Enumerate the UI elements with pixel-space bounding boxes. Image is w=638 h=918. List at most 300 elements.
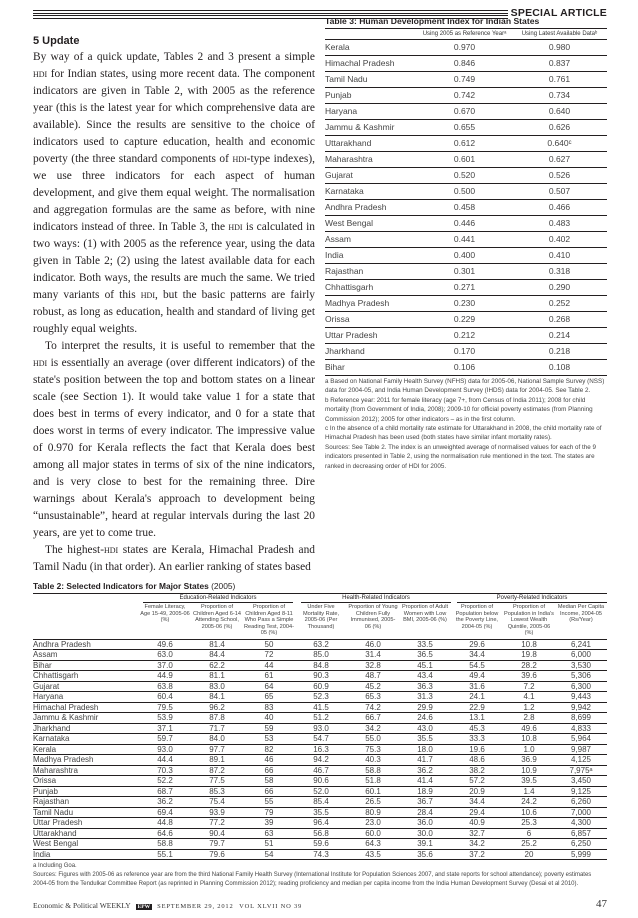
indicator-value: 66 xyxy=(264,786,274,796)
state-name: Punjab xyxy=(325,90,352,100)
footer-publication xyxy=(33,901,302,910)
state-name: West Bengal xyxy=(325,218,374,228)
table-row xyxy=(325,200,607,216)
indicator-value: 37.0 xyxy=(157,660,173,670)
table-title xyxy=(33,581,607,593)
hdi-value: 0.402 xyxy=(548,234,571,244)
table-row xyxy=(325,88,607,104)
indicator-value: 5,964 xyxy=(570,734,592,744)
hdi-value: 0.980 xyxy=(548,42,571,52)
hdi-value: 0.483 xyxy=(548,218,571,228)
page-number: 47 xyxy=(596,898,607,910)
indicator-value: 40.3 xyxy=(365,755,381,765)
hdi-value: 0.526 xyxy=(548,170,571,180)
footnote: c In the absence of a child mortality rate estimate for Uttarakhand in 2008, the child mortality rate of Himachal Pradesh has been used (both states have similar infant mortality rates). xyxy=(325,425,602,442)
indicator-value: 4,300 xyxy=(570,818,592,828)
indicator-value: 90.4 xyxy=(209,828,225,838)
indicator-value: 50 xyxy=(264,639,274,649)
indicator-value: 6,300 xyxy=(570,681,592,691)
column-header: Using Latest Available Dataᵇ xyxy=(521,31,598,37)
table-title-year: (2005) xyxy=(211,581,236,591)
state-name: Chhattisgarh xyxy=(33,671,79,681)
state-name: Assam xyxy=(325,234,351,244)
indicator-value: 41.7 xyxy=(417,755,433,765)
indicator-value: 37.1 xyxy=(157,723,173,733)
table-row xyxy=(33,703,607,714)
indicator-value: 4.1 xyxy=(523,692,535,702)
indicator-value: 93.0 xyxy=(313,723,329,733)
indicator-value: 7.2 xyxy=(523,681,535,691)
state-name: Jammu & Kashmir xyxy=(325,122,395,132)
state-name: Jammu & Kashmir xyxy=(33,713,99,723)
indicator-value: 89.1 xyxy=(209,755,225,765)
hdi-value: 0.627 xyxy=(548,154,571,164)
column-header: Proportion of Population in India's Lowest Wealth Quintile, 2005-06 (%) xyxy=(504,604,554,637)
column-header: Using 2005 as Reference Yearᵃ xyxy=(422,31,507,37)
indicator-value: 9,987 xyxy=(570,744,592,754)
state-name: West Bengal xyxy=(33,839,79,849)
state-name: Karnataka xyxy=(325,186,364,196)
indicator-value: 56.8 xyxy=(313,828,329,838)
indicator-value: 13.1 xyxy=(469,713,485,723)
table-row xyxy=(325,216,607,232)
hdi-value: 0.230 xyxy=(453,298,476,308)
indicator-value: 51.8 xyxy=(365,776,381,786)
indicator-value: 58 xyxy=(264,776,274,786)
table-row xyxy=(33,682,607,693)
indicator-value: 39 xyxy=(264,818,274,828)
indicator-value: 38.2 xyxy=(469,765,485,775)
state-name: Bihar xyxy=(33,660,52,670)
table-row xyxy=(33,671,607,682)
indicator-value: 90.3 xyxy=(313,671,329,681)
state-name: Madhya Pradesh xyxy=(33,755,94,765)
indicator-value: 90.6 xyxy=(313,776,329,786)
indicator-value: 66 xyxy=(264,765,274,775)
column-header: Median Per Capita Income, 2004-05 (Rs/Year) xyxy=(557,604,605,624)
sources-note: Sources: See Table 2. The index is an unweighted average of normalised values for each of the 9 indicators presented in Table 2, using the normalisation rule mentioned in the text. The states are ranked in decreasing order of HDI for 2005. xyxy=(325,443,597,470)
hdi-value: 0.446 xyxy=(453,218,476,228)
indicator-value: 33.3 xyxy=(469,734,485,744)
table-notes xyxy=(325,377,607,471)
table-row xyxy=(33,818,607,829)
indicator-value: 74.3 xyxy=(313,849,329,859)
indicator-value: 64 xyxy=(264,681,274,691)
indicator-value: 55 xyxy=(264,797,274,807)
hdi-value: 0.170 xyxy=(453,346,476,356)
hdi-value: 0.466 xyxy=(548,202,571,212)
indicator-value: 18.9 xyxy=(417,786,433,796)
hdi-value: 0.218 xyxy=(548,346,571,356)
state-name: Haryana xyxy=(33,692,64,702)
indicator-value: 41.5 xyxy=(313,702,329,712)
indicator-value: 41.4 xyxy=(417,776,433,786)
footnote: a Including Goa. xyxy=(33,863,77,870)
indicator-value: 29.4 xyxy=(469,807,485,817)
indicator-value: 2.8 xyxy=(523,713,535,723)
state-name: Kerala xyxy=(325,42,350,52)
indicator-value: 53.9 xyxy=(157,713,173,723)
indicator-value: 32.8 xyxy=(365,660,381,670)
indicator-value: 29.6 xyxy=(469,639,485,649)
hdi-value: 0.612 xyxy=(453,138,476,148)
indicator-value: 25.2 xyxy=(521,839,537,849)
indicator-value: 7,975ᵃ xyxy=(569,765,593,775)
indicator-value: 5,306 xyxy=(570,671,592,681)
issue-date: SEPTEMBER 29, 2012 xyxy=(157,903,234,910)
paragraph: By way of a quick update, Tables 2 and 3 present a simple hdi for Indian states, using more recent data. The component indicators are given in Table 2, with 2005 as the reference year (this is the latest year for which comprehensive data are available). Since the results are sensitive to the choice of indicators used to capture education, health and economic poverty (the three standard components of hdi-type indexes), we use three indicators for each aspect of human development, and give them equal weight. The normalisation and aggregation formulas are the same as before, with nine indicators instead of three. In Table 3, the hdi is calculated in two ways: (1) with 2005 as the reference year, using the data given in Table 2; (2) using the latest available data for each indicator. Both ways, the results are much the same. We tried many variants of this hdi, but the basic patterns are fairly robust, as long as education, health and standard of living get roughly equal weights. xyxy=(33,51,316,335)
indicator-value: 59 xyxy=(264,723,274,733)
indicator-value: 65 xyxy=(264,692,274,702)
indicator-value: 80.9 xyxy=(365,807,381,817)
state-name: Jharkhand xyxy=(325,346,365,356)
indicator-value: 35.5 xyxy=(313,807,329,817)
group-header: Poverty-Related Indicators xyxy=(457,594,607,603)
table-title-text: Table 2: Selected Indicators for Major States xyxy=(33,581,209,591)
indicator-value: 63.0 xyxy=(157,650,173,660)
indicator-value: 36.2 xyxy=(417,765,433,775)
indicator-value: 48.6 xyxy=(469,755,485,765)
indicator-value: 6,000 xyxy=(570,650,592,660)
footnote: a Based on National Family Health Survey (NFHS) data for 2005-06, National Sample Survey (NSS) data for 2004-05, and India Human Development Survey (IHDS) data for 2004-05. See Table 2. xyxy=(325,378,605,395)
indicator-value: 46 xyxy=(264,755,274,765)
indicator-value: 55.1 xyxy=(157,849,173,859)
table-row xyxy=(325,56,607,72)
column-groups xyxy=(33,593,607,603)
indicator-value: 66.7 xyxy=(365,713,381,723)
indicator-value: 44.9 xyxy=(157,671,173,681)
table-2-indicators xyxy=(33,581,607,889)
indicator-value: 85.4 xyxy=(313,797,329,807)
table-row xyxy=(325,344,607,360)
indicator-value: 49.4 xyxy=(469,671,485,681)
table-row xyxy=(325,104,607,120)
hdi-value: 0.106 xyxy=(453,362,476,372)
state-name: Tamil Nadu xyxy=(33,807,74,817)
paragraph: The highest-hdi states are Kerala, Himachal Pradesh and Tamil Nadu (in that order). An earlier ranking of states based xyxy=(33,544,315,573)
state-name: Tamil Nadu xyxy=(325,74,368,84)
state-name: Rajasthan xyxy=(33,797,70,807)
indicator-value: 93.0 xyxy=(157,744,173,754)
hdi-value: 0.271 xyxy=(453,282,476,292)
state-name: Madhya Pradesh xyxy=(325,298,390,308)
indicator-value: 31.6 xyxy=(469,681,485,691)
indicator-value: 59.7 xyxy=(157,734,173,744)
indicator-value: 77.2 xyxy=(209,818,225,828)
indicator-value: 10.9 xyxy=(521,765,537,775)
indicator-value: 51.2 xyxy=(313,713,329,723)
state-name: Orissa xyxy=(33,776,57,786)
hdi-value: 0.212 xyxy=(453,330,476,340)
table-row xyxy=(325,280,607,296)
indicator-value: 54.7 xyxy=(313,734,329,744)
state-name: Assam xyxy=(33,650,58,660)
indicator-value: 8,699 xyxy=(570,713,592,723)
table-row xyxy=(325,168,607,184)
table-row xyxy=(33,640,607,651)
indicator-value: 37.2 xyxy=(469,849,485,859)
indicator-value: 68.7 xyxy=(157,786,173,796)
indicator-value: 84.0 xyxy=(209,734,225,744)
indicator-value: 61 xyxy=(264,671,274,681)
indicator-value: 39.6 xyxy=(521,671,537,681)
table-row xyxy=(33,829,607,840)
column-header: Proportion of Adult Women with Low BMI, 2005-06 (%) xyxy=(401,604,449,624)
indicator-value: 43.0 xyxy=(417,723,433,733)
indicator-value: 79 xyxy=(264,807,274,817)
column-header: Female Literacy, Age 15-49, 2005-06 (%) xyxy=(140,604,190,624)
indicator-value: 64.6 xyxy=(157,828,173,838)
table-row xyxy=(33,734,607,745)
indicator-value: 1.0 xyxy=(523,744,535,754)
table-row xyxy=(325,264,607,280)
indicator-value: 60.9 xyxy=(313,681,329,691)
indicator-value: 5,999 xyxy=(570,849,592,859)
table-row xyxy=(325,360,607,376)
hdi-value: 0.108 xyxy=(548,362,571,372)
state-name: Maharashtra xyxy=(325,154,373,164)
state-name: Uttar Pradesh xyxy=(33,818,83,828)
hdi-value: 0.761 xyxy=(548,74,571,84)
state-name: Himachal Pradesh xyxy=(33,702,99,712)
hdi-value: 0.837 xyxy=(548,58,571,68)
indicator-value: 87.8 xyxy=(209,713,225,723)
indicator-value: 77.5 xyxy=(209,776,225,786)
state-name: Haryana xyxy=(325,106,358,116)
table-row xyxy=(325,136,607,152)
indicator-value: 60.1 xyxy=(365,786,381,796)
table-row xyxy=(33,839,607,850)
indicator-value: 32.7 xyxy=(469,828,485,838)
indicator-value: 25.3 xyxy=(521,818,537,828)
indicator-value: 49.6 xyxy=(157,639,173,649)
indicator-value: 6,250 xyxy=(570,839,592,849)
indicator-value: 44.8 xyxy=(157,818,173,828)
group-header: Education-Related Indicators xyxy=(143,594,293,603)
indicator-value: 35.6 xyxy=(417,849,433,859)
state-name: Punjab xyxy=(33,786,58,796)
indicator-value: 29.9 xyxy=(417,702,433,712)
indicator-value: 81.4 xyxy=(209,639,225,649)
indicator-value: 34.4 xyxy=(469,650,485,660)
hdi-value: 0.268 xyxy=(548,314,571,324)
indicator-value: 40.9 xyxy=(469,818,485,828)
indicator-value: 34.2 xyxy=(365,723,381,733)
indicator-value: 85.3 xyxy=(209,786,225,796)
indicator-value: 10.8 xyxy=(521,639,537,649)
indicator-value: 63.8 xyxy=(157,681,173,691)
table-row xyxy=(33,745,607,756)
hdi-value: 0.252 xyxy=(548,298,571,308)
indicator-value: 36.0 xyxy=(417,818,433,828)
table-row xyxy=(33,650,607,661)
indicator-value: 46.0 xyxy=(365,639,381,649)
indicator-value: 60.0 xyxy=(365,828,381,838)
table-row xyxy=(33,787,607,798)
state-name: Jharkhand xyxy=(33,723,71,733)
group-header: Health-Related Indicators xyxy=(301,594,451,603)
indicator-value: 39.5 xyxy=(521,776,537,786)
indicator-value: 31.4 xyxy=(365,650,381,660)
paragraph: To interpret the results, it is useful to remember that the hdi is essentially an average (over different indicators) of the state's position between the top and bottom states on a linear scale (see Section 1). It would take value 1 for a state that does best in terms of every indicator, and 0 for a state that does worst in terms of every indicator. The impressive value of 0.970 for Kerala reflects the fact that Kerala does best among all major states in terms of six of the nine indicators, and is very close to best for the remaining three. Dire warnings about Kerala's approach to development being “unsustainable”, heard at regular intervals during the last 20 years, are yet to come true. xyxy=(33,340,315,539)
indicator-value: 49.6 xyxy=(521,723,537,733)
indicator-value: 63.2 xyxy=(313,639,329,649)
indicator-value: 9,125 xyxy=(570,786,592,796)
indicator-value: 48.7 xyxy=(365,671,381,681)
indicator-value: 4,833 xyxy=(570,723,592,733)
hdi-value: 0.458 xyxy=(453,202,476,212)
indicator-value: 70.3 xyxy=(157,765,173,775)
state-name: Gujarat xyxy=(33,681,60,691)
epw-logo: EPW xyxy=(137,904,151,910)
table-header xyxy=(33,603,607,640)
state-name: Karnataka xyxy=(33,734,70,744)
indicator-value: 71.7 xyxy=(209,723,225,733)
indicator-value: 9,443 xyxy=(570,692,592,702)
indicator-value: 52.2 xyxy=(157,776,173,786)
state-name: Kerala xyxy=(33,744,57,754)
state-name: Uttarakhand xyxy=(33,828,77,838)
indicator-value: 51 xyxy=(264,839,274,849)
sources-note: Sources: Figures with 2005-06 as reference year are from the third National Family Health Survey (International Institute for Population Sciences 2007, and state reports for school attendance); poverty estimates 2004-05 from the Tendulkar Committee Report (as reprinted in Planning Commission 2012); reading proficiency and median per capita income from the India Human Development Survey (Desai et al 2010). xyxy=(33,872,592,888)
indicator-value: 36.2 xyxy=(157,797,173,807)
article-body xyxy=(33,33,315,576)
indicator-value: 45.3 xyxy=(469,723,485,733)
indicator-value: 85.0 xyxy=(313,650,329,660)
table-row xyxy=(33,724,607,735)
state-name: Gujarat xyxy=(325,170,353,180)
indicator-value: 87.2 xyxy=(209,765,225,775)
indicator-value: 54.5 xyxy=(469,660,485,670)
table-row xyxy=(325,72,607,88)
indicator-value: 24.6 xyxy=(417,713,433,723)
indicator-value: 79.5 xyxy=(157,702,173,712)
hdi-value: 0.410 xyxy=(548,250,571,260)
indicator-value: 45.1 xyxy=(417,660,433,670)
indicator-value: 30.0 xyxy=(417,828,433,838)
indicator-value: 1.4 xyxy=(523,786,535,796)
table-notes xyxy=(33,862,607,889)
table-row xyxy=(325,296,607,312)
hdi-value: 0.970 xyxy=(453,42,476,52)
table-row xyxy=(325,40,607,56)
state-name: Bihar xyxy=(325,362,345,372)
indicator-value: 58.8 xyxy=(365,765,381,775)
column-header: Under Five Mortality Rate, 2005-06 (Per Thousand) xyxy=(302,604,340,630)
indicator-value: 44 xyxy=(264,660,274,670)
hdi-value: 0.214 xyxy=(548,330,571,340)
hdi-value: 0.500 xyxy=(453,186,476,196)
table-row xyxy=(33,776,607,787)
indicator-value: 84.8 xyxy=(313,660,329,670)
table-row xyxy=(325,328,607,344)
indicator-value: 6 xyxy=(526,828,532,838)
indicator-value: 18.0 xyxy=(417,744,433,754)
table-row xyxy=(325,312,607,328)
indicator-value: 74.2 xyxy=(365,702,381,712)
indicator-value: 72 xyxy=(264,650,274,660)
hdi-value: 0.301 xyxy=(453,266,476,276)
indicator-value: 81.1 xyxy=(209,671,225,681)
footnote: b Reference year: 2011 for female literacy (age 7+, from Census of India 2011); 2008 for child mortality (from Government of India, 2008); 2009-10 for official poverty estimates (from Planning Commission 2012); 2005 for other indicators – as in the first column. xyxy=(325,396,593,423)
indicator-value: 45.2 xyxy=(365,681,381,691)
indicator-value: 23.0 xyxy=(365,818,381,828)
table-row xyxy=(33,713,607,724)
indicator-value: 33.5 xyxy=(417,639,433,649)
state-name: Uttarakhand xyxy=(325,138,372,148)
hdi-value: 0.400 xyxy=(453,250,476,260)
column-header: Proportion of Children Aged 8-11 Who Pass a Simple Reading Test, 2004-05 (%) xyxy=(244,604,294,637)
indicator-value: 36.3 xyxy=(417,681,433,691)
indicator-value: 75.3 xyxy=(365,744,381,754)
indicator-value: 52.0 xyxy=(313,786,329,796)
indicator-value: 54 xyxy=(264,849,274,859)
indicator-value: 36.7 xyxy=(417,797,433,807)
indicator-value: 3,450 xyxy=(570,776,592,786)
indicator-value: 28.4 xyxy=(417,807,433,817)
column-header: Proportion of Young Children Fully Immunised, 2005-06 (%) xyxy=(348,604,398,630)
indicator-value: 20 xyxy=(524,849,534,859)
indicator-value: 40 xyxy=(264,713,274,723)
indicator-value: 46.7 xyxy=(313,765,329,775)
hdi-value: 0.655 xyxy=(453,122,476,132)
table-row xyxy=(325,152,607,168)
indicator-value: 79.6 xyxy=(209,849,225,859)
state-name: Andhra Pradesh xyxy=(33,639,91,649)
indicator-value: 10.8 xyxy=(521,734,537,744)
indicator-value: 65.3 xyxy=(365,692,381,702)
indicator-value: 19.6 xyxy=(469,744,485,754)
indicator-value: 1.2 xyxy=(523,702,535,712)
indicator-value: 75.4 xyxy=(209,797,225,807)
indicator-value: 62.2 xyxy=(209,660,225,670)
indicator-value: 63 xyxy=(264,828,274,838)
indicator-value: 79.7 xyxy=(209,839,225,849)
indicator-value: 10.6 xyxy=(521,807,537,817)
indicator-value: 31.3 xyxy=(417,692,433,702)
indicator-value: 59.6 xyxy=(313,839,329,849)
section-label: SPECIAL ARTICLE xyxy=(508,7,607,19)
page-footer xyxy=(33,898,607,912)
indicator-value: 20.9 xyxy=(469,786,485,796)
indicator-value: 36.5 xyxy=(417,650,433,660)
table-title: Table 3: Human Development Index for Indian States xyxy=(325,14,607,29)
indicator-value: 94.2 xyxy=(313,755,329,765)
hdi-value: 0.290 xyxy=(548,282,571,292)
hdi-value: 0.229 xyxy=(453,314,476,324)
hdi-value: 0.520 xyxy=(453,170,476,180)
table-row xyxy=(33,755,607,766)
indicator-value: 96.2 xyxy=(209,702,225,712)
indicator-value: 26.5 xyxy=(365,797,381,807)
indicator-value: 69.4 xyxy=(157,807,173,817)
state-name: Maharashtra xyxy=(33,765,78,775)
indicator-value: 3,530 xyxy=(570,660,592,670)
table-row xyxy=(325,248,607,264)
indicator-value: 16.3 xyxy=(313,744,329,754)
state-name: Orissa xyxy=(325,314,350,324)
indicator-value: 24.1 xyxy=(469,692,485,702)
table-row xyxy=(33,661,607,672)
hdi-value: 0.507 xyxy=(548,186,571,196)
publication-name: Economic & Political WEEKLY xyxy=(33,901,131,910)
state-name: Himachal Pradesh xyxy=(325,58,395,68)
indicator-value: 44.4 xyxy=(157,755,173,765)
indicator-value: 19.8 xyxy=(521,650,537,660)
hdi-value: 0.742 xyxy=(453,90,476,100)
indicator-value: 34.2 xyxy=(469,839,485,849)
indicator-value: 82 xyxy=(264,744,274,754)
